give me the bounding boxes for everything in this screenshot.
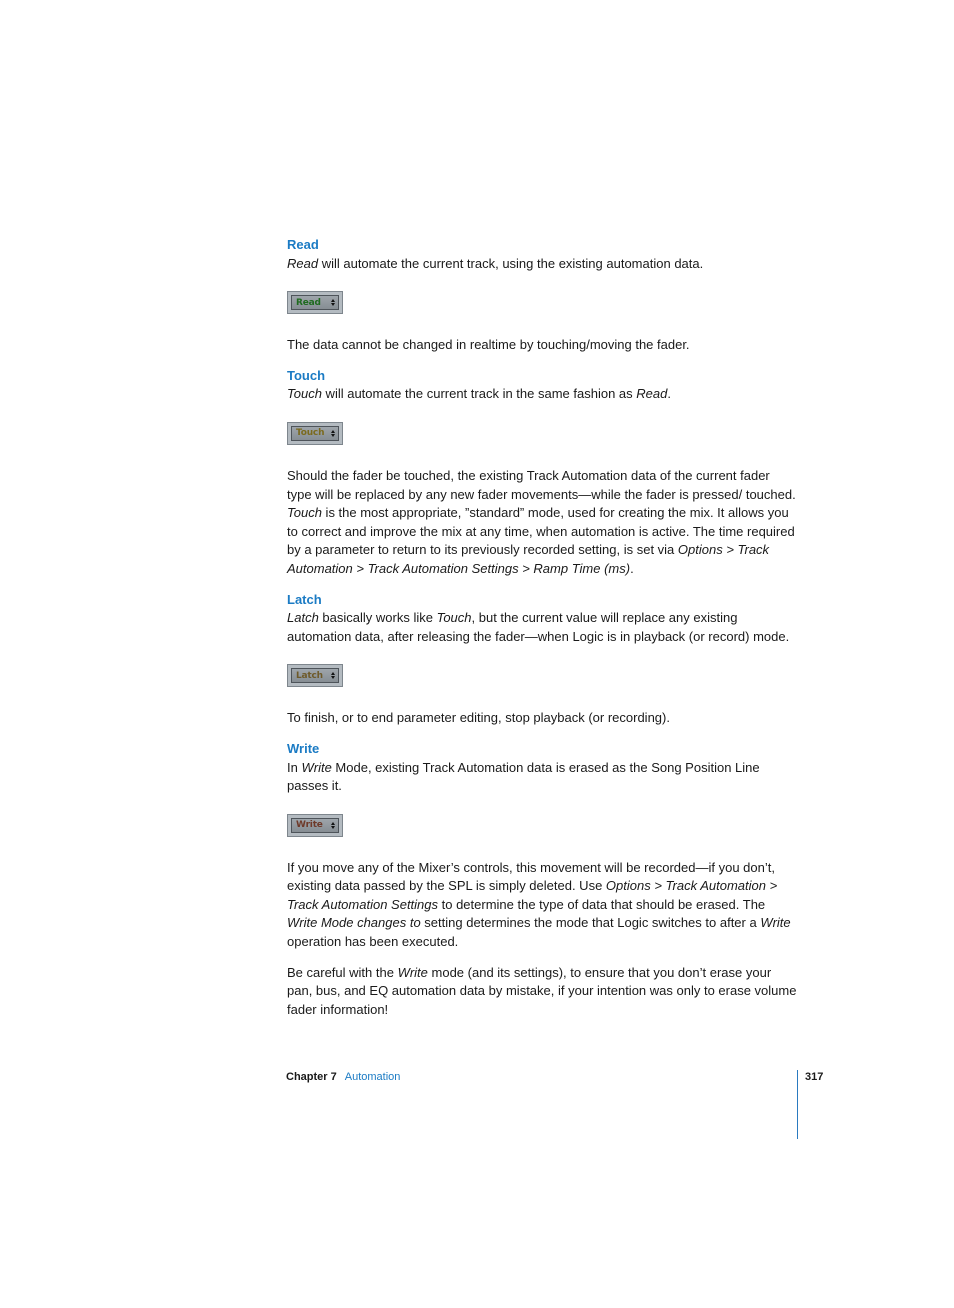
body-paragraph: [287, 964, 797, 1020]
up-down-arrows-icon: [331, 822, 335, 829]
body-paragraph: [287, 709, 797, 728]
body-text: Should the fader be touched, the existing Track Automation data of the current fader type will be replaced by any new fader movements—while the fader is pressed/ touched.: [287, 467, 796, 502]
mode-label: Read: [296, 297, 321, 308]
body-paragraph: [287, 859, 797, 952]
emphasis-text: Touch: [287, 505, 322, 521]
footer-divider: [797, 1070, 798, 1139]
arrow-down-icon: [331, 676, 335, 679]
emphasis-text: Options > Track Automation > Track Automation Settings > Ramp Time (ms): [287, 542, 770, 576]
body-text: basically works like: [318, 610, 437, 626]
body-text: In: [287, 759, 302, 775]
body-text: to determine the type of data that should be erased. The: [438, 896, 766, 912]
section-intro: [287, 609, 797, 646]
section-intro: [287, 255, 797, 274]
up-down-arrows-icon: [331, 672, 335, 679]
emphasis-text: Touch: [436, 610, 472, 626]
arrow-down-icon: [331, 303, 335, 306]
body-text: Mode, existing Track Automation data is erased as the Song Position Line passes it.: [287, 759, 760, 794]
page-content: [287, 236, 797, 1019]
body-text: is the most appropriate, ”standard” mode, used for creating the mix. It allows you to correct and improve the mix at any time, when automation is active. The time required by a parameter to return to its previously recorded setting, is set via: [287, 505, 795, 558]
footer-chapter: Chapter 7: [286, 1071, 337, 1083]
emphasis-text: Write: [760, 915, 791, 931]
mode-label: Write: [296, 820, 323, 831]
mode-label: Touch: [296, 428, 325, 439]
section-intro: [287, 759, 797, 796]
up-down-arrows-icon: [331, 299, 335, 306]
arrow-up-icon: [331, 672, 335, 675]
emphasis-text: Write Mode changes to: [287, 915, 421, 931]
body-text: , but the current value will replace any existing automation data, after releasing the fader—when Logic is in playback (or record) mode.: [287, 610, 790, 644]
arrow-down-icon: [331, 826, 335, 829]
mode-selector-face: [291, 426, 339, 441]
section-read: [287, 236, 797, 355]
mode-selector-face: [291, 818, 339, 833]
mode-label: Latch: [296, 670, 323, 681]
automation-mode-write-button[interactable]: [287, 814, 343, 837]
body-text: mode (and its settings), to ensure that you don’t erase your pan, bus, and EQ automation data by mistake, if your intention was only to erase volume fader information!: [287, 964, 797, 1017]
emphasis-text: Touch: [287, 386, 322, 402]
section-latch: [287, 591, 797, 728]
mode-selector-face: [291, 668, 339, 683]
page-footer: [286, 1070, 400, 1084]
body-text: If you move any of the Mixer’s controls, this movement will be recorded—if you don’t, existing data passed by the SPL is simply deleted. Use: [287, 859, 775, 894]
emphasis-text: Write: [301, 759, 332, 775]
section-heading: Latch: [287, 591, 322, 607]
mode-selector-face: [291, 295, 339, 310]
section-write: [287, 740, 797, 1020]
body-text: Be careful with the: [287, 964, 398, 980]
body-paragraph: [287, 336, 797, 355]
arrow-up-icon: [331, 299, 335, 302]
automation-mode-read-button[interactable]: [287, 291, 343, 314]
emphasis-text: Read: [287, 255, 319, 271]
emphasis-text: Write: [397, 964, 428, 980]
body-text: To finish, or to end parameter editing, stop playback (or recording).: [287, 710, 670, 726]
body-text: will automate the current track, using the existing automation data.: [318, 255, 704, 271]
emphasis-text: Options > Track Automation > Track Automation Settings: [287, 878, 778, 912]
body-text: .: [667, 386, 671, 402]
section-heading: Touch: [287, 367, 326, 383]
page-number: 317: [805, 1071, 824, 1083]
emphasis-text: Read: [636, 386, 668, 402]
body-text: .: [630, 560, 634, 576]
section-touch: [287, 367, 797, 579]
section-intro: [287, 385, 797, 404]
footer-chapter-title: Automation: [344, 1071, 401, 1083]
body-text: setting determines the mode that Logic switches to after a: [420, 915, 761, 931]
up-down-arrows-icon: [331, 430, 335, 437]
automation-mode-touch-button[interactable]: [287, 422, 343, 445]
arrow-down-icon: [331, 434, 335, 437]
section-heading: Write: [287, 740, 320, 756]
body-text: operation has been executed.: [287, 934, 459, 950]
arrow-up-icon: [331, 822, 335, 825]
body-text: will automate the current track in the same fashion as: [321, 386, 637, 402]
arrow-up-icon: [331, 430, 335, 433]
body-paragraph: [287, 467, 797, 579]
section-heading: Read: [287, 237, 319, 252]
body-text: The data cannot be changed in realtime by touching/moving the fader.: [287, 337, 690, 353]
automation-mode-latch-button[interactable]: [287, 664, 343, 687]
emphasis-text: Latch: [287, 610, 319, 626]
